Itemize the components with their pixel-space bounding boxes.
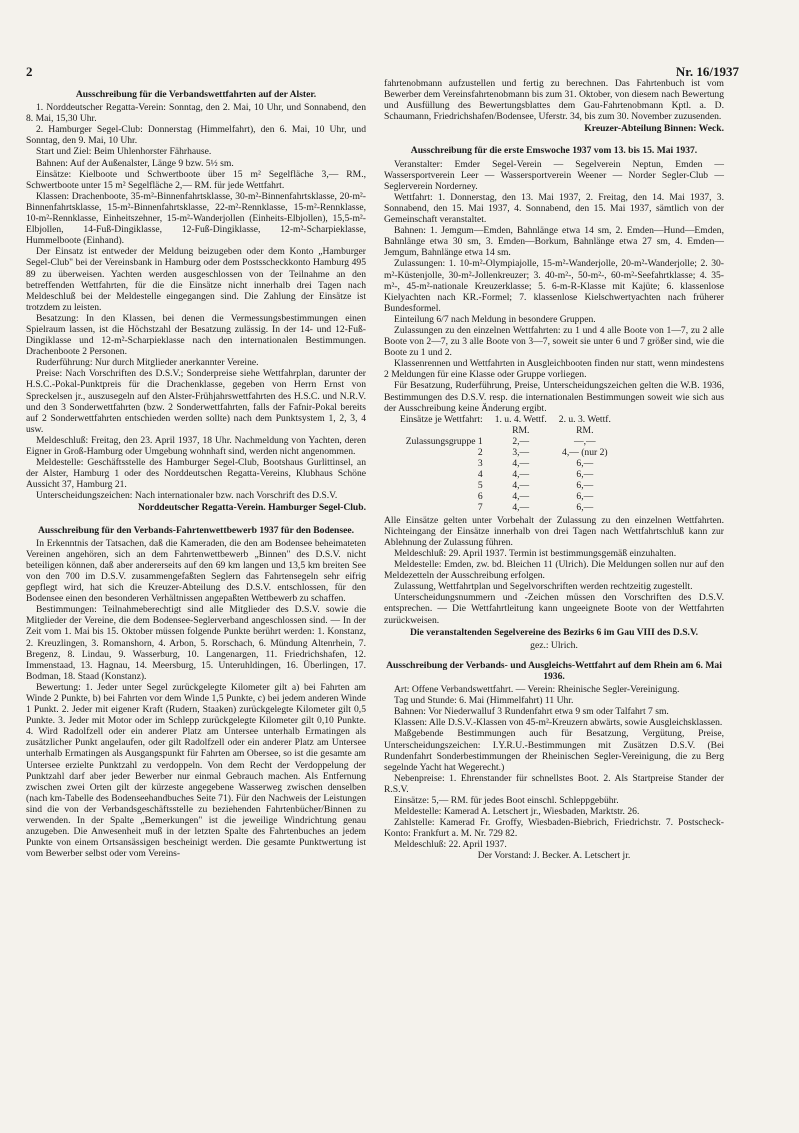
signature-alster: Norddeutscher Regatta-Verein. Hamburger Segel-Club. (137, 502, 366, 514)
paragraph: Bestimmungen: Teilnahmeberechtigt sind alle Mitglieder des D.S.V. sowie die Mitglieder der Vereine, die dem Bodensee-Seglerverband angeschlossen sind. — In der Zeit vom 1. Mai bis 15. Oktober müssen folgende Punkte berührt werden: 1. Konstanz, 2. Kreuzlingen, 3. Romanshorn, 4. Arbon, 5. Rorschach, 6. Mündung Altenrhein, 7. Bregenz, 8. Lindau, 9. Wasserburg, 10. Langenargen, 11. Friedrichshafen, 12. Immenstaad, 13. Hagnau, 14. Meersburg, 15. Unteruhldingen, 16. Überlingen, 17. Bodman, 18. Staad (Konstanz). (26, 604, 366, 682)
paragraph: fahrtenobmann aufzustellen und fertig zu berechnen. Das Fahrtenbuch ist vom Bewerber dem Vereinsfahrtenobmann bis zum 31. Oktober, von diesem nach Bewertung und Ausfüllung des Bewertungsblattes dem Gau-Fahrtenobmann Kptl. a. D. Schaumann, Friedrichshafen/Bodensee, Uferstr. 34, bis zum 30. November zuzusenden. (384, 78, 724, 123)
paragraph: Bewertung: 1. Jeder unter Segel zurückgelegte Kilometer gilt a) bei Fahrten am Winde 2 Punkte, b) bei Fahrten vor dem Winde 1,5 Punkte, c) bei jedem anderen Winde 1 Punkt. 2. Jeder mit eigener Kraft (Rudern, Staaken) zurückgelegte Kilometer gilt 0,5 Punkte. 3. Jeder mit Motor oder im Schlepp zurückgelegte Kilometer gilt 0,10 Punkte. 4. Wird Radolfzell oder ein anderer Platz am Untersee unterhalb Ermatingen als zusätzlicher Punkt angelaufen, oder gilt Radolfzell oder ein anderer Platz am Untersee unterhalb Ermatingen als Ausgangspunkt für Fahrten am Obersee, so ist die gesamte am Untersee erzielte Punktzahl zu verdoppeln. Von dem Recht der Verdoppelung der Punktzahl darf aber jeder Bewerber nur einmal Gebrauch machen. Als Entfernung zwischen zwei Orten gilt der kürzeste angegebene Wasserweg zwischen denselben (nach km-Tabelle des Bodenseehandbuches Seite 71). Für den Nachweis der Leistungen sind die von der Verbandsgeschäftsstelle zu beziehenden Fahrtenbücher/Binnen zu verwenden. In der Spalte „Bemerkungen" ist die jeweilige Windrichtung genau anzugeben. Die Anwesenheit muß in der letzten Spalte des Fahrtenbuches an jedem Punkte von einem Ortsansässigen bescheinigt werden. Die gesamte Punktwertung ist vom Bewerber selbst oder vom Vereins- (26, 681, 366, 860)
fee-cell: 4,— (nur 2) (562, 446, 608, 458)
group-number: 2 (477, 446, 483, 458)
paragraph: 1. Norddeutscher Regatta-Verein: Sonntag, den 2. Mai, 10 Uhr, und Sonnabend, den 8. Mai, 15,30 Uhr. (26, 102, 366, 125)
table-row (394, 447, 617, 458)
fee-cell: 6,— (576, 501, 594, 513)
paragraph: 2. Hamburger Segel-Club: Donnerstag (Himmelfahrt), den 6. Mai, 10 Uhr, und Sonntag, den 9. Mai, 10 Uhr. (26, 124, 366, 147)
paragraph: Bahnen: Auf der Außenalster, Länge 9 bzw. 5½ sm. (36, 157, 234, 169)
bodensee-body (26, 538, 366, 860)
rhein-body (384, 684, 724, 850)
fees-table (394, 414, 617, 513)
fee-cell: —,— (574, 435, 596, 447)
paragraph: Klassenrennen und Wettfahrten in Ausgleichbooten finden nur statt, wenn mindestens 2 Meldungen für eine Klasse oder Gruppe vorliegen. (384, 358, 724, 381)
paragraph: Besatzung: In den Klassen, bei denen die Vermessungsbestimmungen einen Spielraum lassen, ist die Höchstzahl der Besatzung zulässig. In der 14- und 12-Fuß-Dingiklasse und 12-m²-Scharpieklasse nach den internationalen Bestimmungen. Drachenboote 2 Personen. (26, 312, 366, 358)
fees-col-header: 1. u. 4. Wettf. (494, 413, 547, 425)
paragraph: Zulassung, Wettfahrtplan und Segelvorschriften werden rechtzeitig zugestellt. (394, 581, 693, 593)
table-row (394, 502, 617, 513)
fees-col-header: 2. u. 3. Wettf. (558, 413, 611, 425)
group-number: 7 (477, 501, 483, 513)
issue-number: Nr. 16/1937 (675, 64, 739, 79)
group-number: 5 (477, 479, 483, 491)
signature-rhein: Der Vorstand: J. Becker. A. Letschert jr. (477, 850, 631, 862)
signature-kreuzer: Kreuzer-Abteilung Binnen: Weck. (584, 123, 724, 135)
section-title-alster: Ausschreibung für die Verbandswettfahrten auf der Alster. (75, 89, 317, 100)
fee-cell: 2,— (512, 435, 530, 447)
fee-cell: 6,— (576, 490, 594, 502)
left-column (26, 86, 366, 859)
group-label: Zulassungsgruppe (405, 435, 476, 447)
fee-cell: 3,— (512, 446, 530, 458)
paragraph: Zulassungen: 1. 10-m²-Olympiajolle, 15-m²-Wanderjolle, 20-m²-Wanderjolle; 2. 30-m²-Küstenjolle, 30-m²-Jollenkreuzer; 3. 40-m²-, 50-m²-, 60-m²-Seefahrtklasse; 4. 35-m²-, 45-m²-nationale Kreuzerklasse; 5. 6-m-R-Klasse mit Kajüte; 6. klassenlose Kielyachten nach KR.-Formel; 7. klassenlose Kielschwertyachten nach früherer Bundesformel. (384, 258, 724, 314)
fee-cell: 4,— (512, 501, 530, 513)
table-row (394, 491, 617, 502)
signature-ems-1: Die veranstaltenden Segelvereine des Bezirks 6 im Gau VIII des D.S.V. (409, 626, 699, 638)
paragraph: Bahnen: Vor Niederwalluf 3 Rundenfahrt etwa 9 sm oder Talfahrt 7 sm. (394, 706, 669, 718)
fee-cell: 4,— (512, 490, 530, 502)
section-title-bodensee: Ausschreibung für den Verbands-Fahrtenwettbewerb 1937 für den Bodensee. (37, 524, 355, 536)
table-row (394, 458, 617, 469)
paragraph: Start und Ziel: Beim Uhlenhorster Fährhause. (36, 146, 212, 158)
section-title-rhein: Ausschreibung der Verbands- und Ausgleichs-Wettfahrt auf dem Rhein am 6. Mai 1936. (386, 659, 722, 682)
paragraph: Meldestelle: Geschäftsstelle des Hamburger Segel-Club, Bootshaus Gurlittinsel, an der Alster, Hamburg 1 oder des Norddeutschen Regatta-Vereins, Klubhaus Schöne Aussicht 37, Hamburg 21. (26, 457, 366, 491)
right-column (384, 78, 724, 862)
group-number: 4 (477, 468, 483, 480)
fees-unit: RM. (512, 424, 530, 436)
paragraph: Meldestelle: Kamerad A. Letschert jr., Wiesbaden, Marktstr. 26. (394, 806, 640, 818)
group-number: 1 (477, 435, 483, 447)
fees-intro: Einsätze je Wettfahrt: (400, 413, 483, 425)
alster-body (26, 102, 366, 501)
fees-unit: RM. (576, 424, 594, 436)
paragraph: Alle Einsätze gelten unter Vorbehalt der Zulassung zu den einzelnen Wettfahrten. Nichteingang der Einsätze innerhalb von drei Tagen nach Wettfahrtschluß kann zur Ablehnung der Zulassung führen. (384, 514, 724, 548)
paragraph: Maßgebende Bestimmungen auch für Besatzung, Vergütung, Preise, Unterscheidungszeichen: I.Y.R.U.-Bestimmungen mit Zusätzen D.S.V. (Bei Rundenfahrt Sonderbestimmungen der Rheinischen Segler-Vereinigung, die zu Berg segelnde Yacht hat Wegerecht.) (384, 728, 724, 773)
paragraph: Bahnen: 1. Jemgum—Emden, Bahnlänge etwa 14 sm, 2. Emden—Hund—Emden, Bahnlänge etwa 30 sm, 3. Emden—Borkum, Bahnlänge etwa 27 sm, 4. Emden—Jemgum, Bahnlänge etwa 14 sm. (384, 225, 724, 259)
paragraph: Klassen: Drachenboote, 35-m²-Binnenfahrtsklasse, 30-m²-Binnenfahrtsklasse, 20-m²-Binnenfahrtsklasse, 15-m²-Binnenfahrtsklasse, 22-m²-Rennklasse, 15-m²-Rennklasse, 10-m²-Rennklasse, Einheitszehner, 15-m²-Wanderjollen (Einheits-Elbjollen), 15,5-m²-Elbjollen, 14-Fuß-Dingiklasse, 12-Fuß-Dingiklasse, 12-m²-Scharpieklasse, Hummelboote (Einhand). (26, 190, 366, 247)
paragraph: Wettfahrt: 1. Donnerstag, den 13. Mai 1937, 2. Freitag, den 14. Mai 1937, 3. Sonnabend, den 15. Mai 1937, 4. Sonnabend, den 15. Mai 1937, sämtlich von der Gemeinschaft veranstaltet. (384, 191, 724, 226)
page-number: 2 (26, 64, 33, 79)
paragraph: Meldeschluß: 29. April 1937. Termin ist bestimmungsgemäß einzuhalten. (394, 548, 677, 559)
paragraph: Meldeschluß: Freitag, den 23. April 1937, 18 Uhr. Nachmeldung von Yachten, deren Eigner in Groß-Hamburg oder Umgebung wohnhaft sind, werden nicht angenommen. (26, 434, 366, 457)
paragraph: Tag und Stunde: 6. Mai (Himmelfahrt) 11 Uhr. (394, 695, 574, 707)
paragraph: Art: Offene Verbandswettfahrt. — Verein: Rheinische Segler-Vereinigung. (394, 684, 680, 696)
paragraph: Unterscheidungsnummern und -Zeichen müssen den Vorschriften des D.S.V. entsprechen. — Die Wettfahrtleitung kann ungeeignete Boote von der Wettfahrten zurückweisen. (384, 592, 724, 626)
paragraph: Einsätze: Kielboote und Schwertboote über 15 m² Segelfläche 3,— RM., Schwertboote unter 15 m² Segelfläche 2,— RM. für jede Wettfahrt. (26, 168, 366, 191)
table-row (394, 469, 617, 480)
fee-cell: 4,— (512, 468, 530, 480)
paragraph: Nebenpreise: 1. Ehrenstander für schnellstes Boot. 2. Als Startpreise Stander der R.S.V. (384, 772, 724, 795)
paragraph: Zahlstelle: Kamerad Fr. Groffy, Wiesbaden-Biebrich, Friedrichstr. 7. Postscheck-Konto: Frankfurt a. M. Nr. 729 82. (384, 817, 724, 840)
fee-cell: 6,— (576, 479, 594, 491)
emswoche-body-2 (384, 515, 724, 626)
fee-cell: 6,— (576, 468, 594, 480)
paragraph: Klassen: Alle D.S.V.-Klassen von 45-m²-Kreuzern abwärts, sowie Ausgleichsklassen. (394, 717, 723, 729)
group-number: 3 (477, 457, 483, 469)
fee-cell: 4,— (512, 479, 530, 491)
paragraph: Meldeschluß: 22. April 1937. (394, 839, 507, 851)
signature-ems-2: gez.: Ulrich. (530, 639, 578, 651)
paragraph: Meldestelle: Emden, zw. bd. Bleichen 11 (Ulrich). Die Meldungen sollen nur auf den Meldezetteln der Ausschreibung erfolgen. (384, 559, 724, 582)
section-title-emswoche: Ausschreibung für die erste Emswoche 1937 vom 13. bis 15. Mai 1937. (410, 145, 698, 157)
emswoche-body (384, 159, 724, 414)
paragraph: In Erkenntnis der Tatsachen, daß die Kameraden, die den am Bodensee beheimateten Vereinen angehören, sich an dem Fahrtenwettbewerb „Binnen" des D.S.V. nicht beteiligen können, daß aber andererseits auf den 69 km langen und 13,5 km breiten See von den 700 im D.S.V. zusammengefaßten Seglern das Fahrtensegeln sehr eifrig gepflegt wird, hat sich die Kreuzer-Abteilung des D.S.V. entschlossen, für den Bodensee einen den besonderen Verhältnissen angepaßten Wettbewerb zu schaffen. (26, 537, 366, 605)
paragraph: Preise: Nach Vorschriften des D.S.V.; Sonderpreise siehe Wettfahrplan, darunter der H.S.C.-Pokal-Punktpreis für die Drachenklasse, gegeben von Herrn Ernst von Spreckelsen jr., auszusegeln auf den Alster-Frühjahrswettfahrten des H.S.C. und N.R.V. und den 3 Sonderwettfahrten (bzw. 2 Sonderwettfahrten, falls der Fafnir-Pokal bereits auf 2 Sonderwettfahrten entschieden werden sollte) nach dem Punktsystem 1, 2, 3, 4 usw. (26, 368, 366, 435)
group-number: 6 (477, 490, 483, 502)
paragraph: Für Besatzung, Ruderführung, Preise, Unterscheidungszeichen gelten die W.B. 1936, Bestimmungen des D.S.V. resp. die internationalen Bestimmungen soweit wie sich aus der Ausschreibung keine Änderung ergibt. (384, 380, 724, 414)
table-row (394, 480, 617, 491)
paragraph: Einsätze: 5,— RM. für jedes Boot einschl. Schleppgebühr. (394, 794, 619, 806)
paragraph: Zulassungen zu den einzelnen Wettfahrten: zu 1 und 4 alle Boote von 1—7, zu 2 alle Boote von 2—7, zu 3 alle Boote von 3—7, soweit sie unter 6 und 7 größer sind, wie die Boote zu 1 und 2. (384, 324, 724, 359)
paragraph: Unterscheidungszeichen: Nach internationaler bzw. nach Vorschrift des D.S.V. (36, 490, 338, 502)
paragraph: Der Einsatz ist entweder der Meldung beizugeben oder dem Konto „Hamburger Segel-Club" bei der Vereinsbank in Hamburg oder dem Postsscheckkonto Hamburg 495 89 zu überweisen. Yachten werden ausgeschlossen von der Teilnahme an den betreffenden Wettfahrten, für die die Einsätze nicht innerhalb drei Tagen nach Meldeschluß bei der Meldestelle eingegangen sind. Die Zahlung der Einsätze ist trotzdem zu leisten. (26, 246, 366, 313)
fee-cell: 4,— (512, 457, 530, 469)
paragraph: Veranstalter: Emder Segel-Verein — Segelverein Neptun, Emden — Wassersportverein Leer — Wassersportverein Weener — Norder Segler-Club — Seglerverein Norderney. (384, 158, 724, 192)
table-row (394, 436, 617, 447)
paragraph: Einteilung 6/7 nach Meldung in besondere Gruppen. (394, 313, 596, 325)
fee-cell: 6,— (576, 457, 594, 469)
paragraph: Ruderführung: Nur durch Mitglieder anerkannter Vereine. (36, 357, 259, 369)
